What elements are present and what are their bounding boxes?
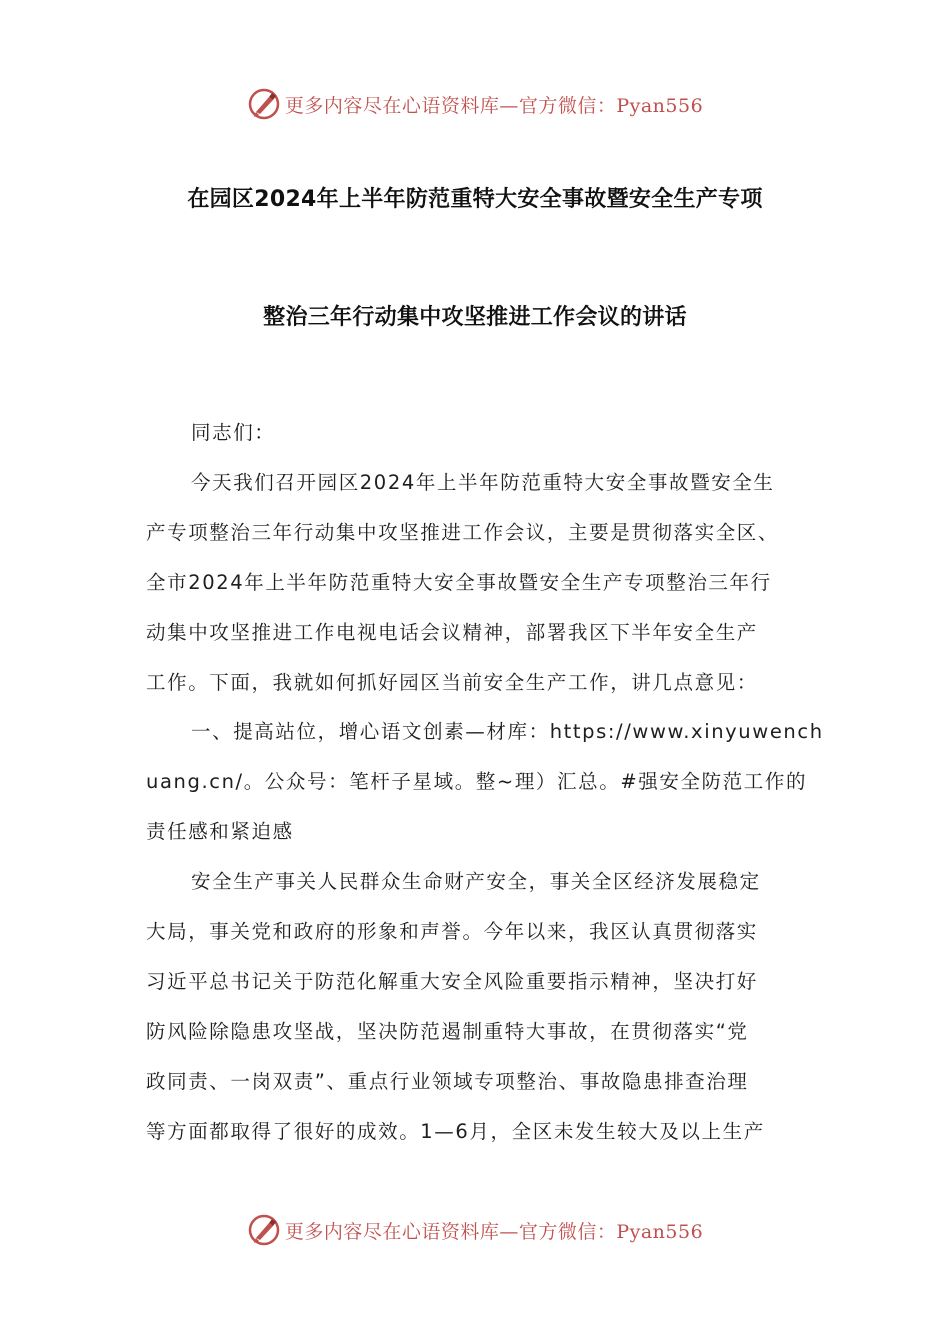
banner-text: 更多内容尽在心语资料库—官方微信：Pyan556 <box>284 1220 704 1243</box>
body-line: 动集中攻坚推进工作电视电话会议精神，部署我区下半年安全生产 <box>146 621 758 644</box>
body-line: 今天我们召开园区2024年上半年防范重特大安全事故暨安全生 <box>191 471 775 494</box>
document-title-line-1: 在园区2024年上半年防范重特大安全事故暨安全生产专项 <box>187 187 763 212</box>
pen-logo-icon <box>247 87 281 121</box>
document-title-line-2: 整治三年行动集中攻坚推进工作会议的讲话 <box>263 305 687 330</box>
body-line: 安全生产事关人民群众生命财产安全，事关全区经济发展稳定 <box>191 870 761 893</box>
section-heading-line: 一、提高站位，增心语文创素—材库：https://www.xinyuwench <box>191 720 824 743</box>
body-line: 同志们： <box>191 421 276 444</box>
section-heading-line: uang.cn/。公众号：笔杆子星域。整~理）汇总。#强安全防范工作的 <box>146 770 808 793</box>
body-line: 产专项整治三年行动集中攻坚推进工作会议，主要是贯彻落实全区、 <box>146 521 780 544</box>
banner-text: 更多内容尽在心语资料库—官方微信：Pyan556 <box>284 94 704 117</box>
body-line: 习近平总书记关于防范化解重大安全风险重要指示精神，坚决打好 <box>146 970 758 993</box>
pen-logo-icon <box>247 1213 281 1247</box>
footer-banner <box>0 1210 950 1250</box>
header-banner <box>0 84 950 124</box>
body-line: 大局，事关党和政府的形象和声誉。今年以来，我区认真贯彻落实 <box>146 920 758 943</box>
body-line: 防风险除隐患攻坚战，坚决防范遏制重特大事故，在贯彻落实“党 <box>146 1020 749 1043</box>
body-line: 工作。下面，我就如何抓好园区当前安全生产工作，讲几点意见： <box>146 671 758 694</box>
body-line: 等方面都取得了很好的成效。1—6月，全区未发生较大及以上生产 <box>146 1120 765 1143</box>
body-line: 全市2024年上半年防范重特大安全事故暨安全生产专项整治三年行 <box>146 571 772 594</box>
section-heading-line: 责任感和紧迫感 <box>146 820 294 843</box>
body-line: 政同责、一岗双责”、重点行业领域专项整治、事故隐患排查治理 <box>146 1070 749 1093</box>
